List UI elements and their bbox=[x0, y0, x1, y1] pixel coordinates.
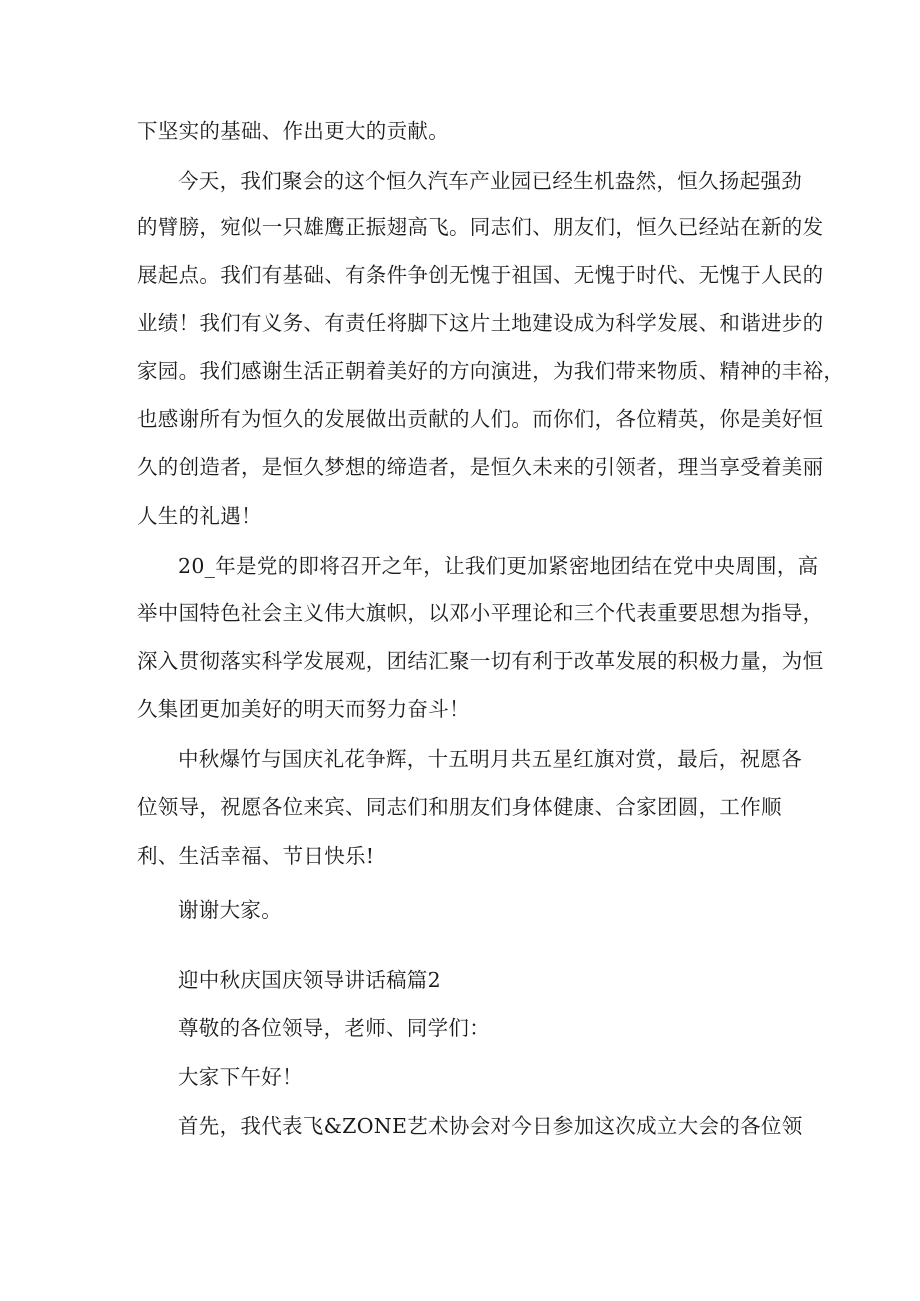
text-line: 也感谢所有为恒久的发展做出贡献的人们。而你们，各位精英，你是美好恒 bbox=[137, 407, 824, 431]
text-line: 的臂膀，宛似一只雄鹰正振翅高飞。同志们、朋友们，恒久已经站在新的发 bbox=[137, 215, 824, 239]
text-line: 位领导，祝愿各位来宾、同志们和朋友们身体健康、合家团圆，工作顺 bbox=[137, 795, 782, 819]
text-line: 家园。我们感谢生活正朝着美好的方向演进，为我们带来物质、精神的丰裕， bbox=[137, 359, 845, 383]
section-heading: 迎中秋庆国庆领导讲话稿篇2 bbox=[178, 968, 441, 992]
paragraph-first-line: 首先，我代表飞&ZONE艺术协会对今日参加这次成立大会的各位领 bbox=[178, 1114, 803, 1138]
paragraph-line: 谢谢大家。 bbox=[178, 898, 282, 922]
text-line: 深入贯彻落实科学发展观，团结汇聚一切有利于改革发展的积极力量，为恒 bbox=[137, 649, 824, 673]
greeting-line: 大家下午好！ bbox=[178, 1065, 303, 1089]
text-line: 举中国特色社会主义伟大旗帜，以邓小平理论和三个代表重要思想为指导， bbox=[137, 601, 824, 625]
text-line: 利、生活幸福、节日快乐! bbox=[137, 844, 375, 868]
text-line: 展起点。我们有基础、有条件争创无愧于祖国、无愧于时代、无愧于人民的 bbox=[137, 263, 824, 287]
paragraph-first-line: 20_年是党的即将召开之年，让我们更加紧密地团结在党中央周围，高 bbox=[178, 554, 819, 578]
paragraph-first-line: 中秋爆竹与国庆礼花争辉，十五明月共五星红旗对赏，最后，祝愿各 bbox=[178, 747, 802, 771]
text-line: 久的创造者，是恒久梦想的缔造者，是恒久未来的引领者，理当享受着美丽 bbox=[137, 455, 824, 479]
text-line: 人生的礼遇！ bbox=[137, 504, 262, 528]
text-line: 下坚实的基础、作出更大的贡献。 bbox=[137, 119, 449, 143]
greeting-line: 尊敬的各位领导，老师、同学们： bbox=[178, 1016, 490, 1040]
paragraph-first-line: 今天，我们聚会的这个恒久汽车产业园已经生机盎然，恒久扬起强劲 bbox=[178, 169, 802, 193]
text-line: 久集团更加美好的明天而努力奋斗！ bbox=[137, 697, 470, 721]
text-line: 业绩！我们有义务、有责任将脚下这片土地建设成为科学发展、和谐进步的 bbox=[137, 311, 824, 335]
